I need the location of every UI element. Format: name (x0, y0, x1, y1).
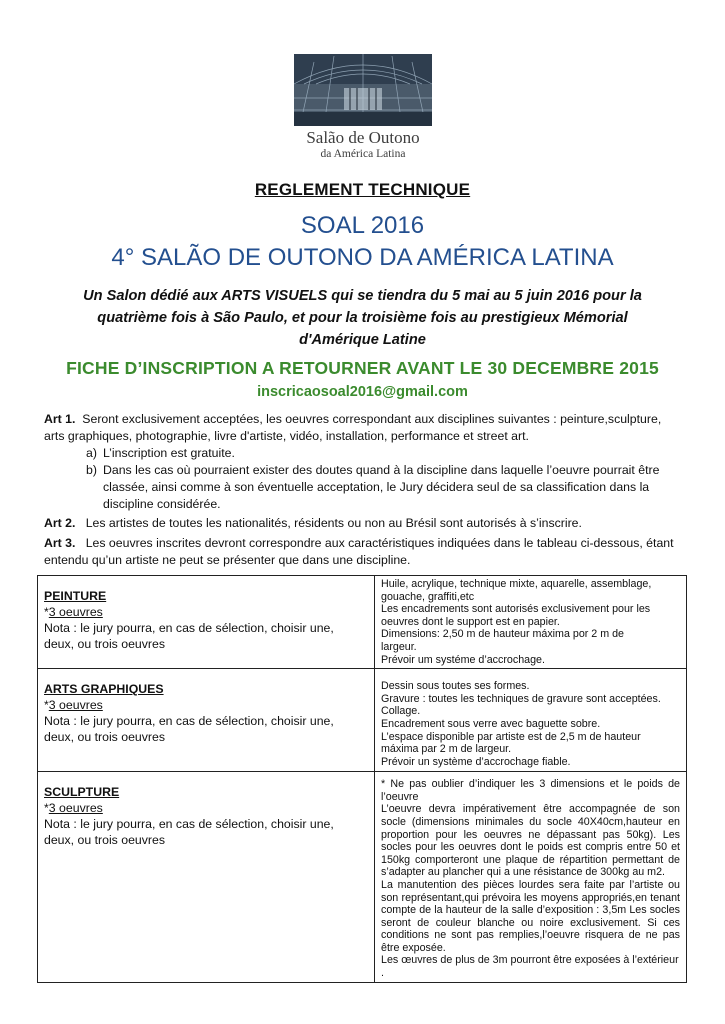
article-line (44, 535, 682, 552)
article-text: Seront exclusivement acceptées, les oeuvres correspondant aux disciplines suivantes : peinture,sculpture, (82, 412, 662, 426)
discipline-cell (38, 576, 375, 669)
count-prefix: * (44, 698, 49, 713)
rule-line: Dimensions: 2,50 m de hauteur máxima por 2 m de (381, 628, 624, 641)
list-text: classée, ainsi comme à son éventuelle acceptation, le Jury décidera seul de sa classification dans la (103, 480, 650, 494)
list-text: Dans les cas où pourraient exister des doutes quand à la discipline dans laquelle l’oeuvre pourrait être (103, 463, 660, 477)
discipline-note: Nota : le jury pourra, en cas de sélection, choisir une, (44, 714, 334, 729)
rule-line: * Ne pas oublier d’indiquer les 3 dimensions et le poids de l’oeuvre (381, 778, 680, 803)
article-text: Les oeuvres inscrites devront correspondre aux caractéristiques indiquées dans le tableau ci-dessous, étant (85, 536, 674, 550)
intro-line: Un Salon dédié aux ARTS VISUELS qui se tiendra du 5 mai au 5 juin 2016 pour la (83, 288, 642, 304)
table-row (38, 576, 687, 669)
article-3 (44, 535, 682, 569)
list-marker: b) (86, 463, 97, 477)
article-1 (44, 411, 682, 445)
discipline-count (44, 697, 368, 713)
rule-line: gouache, graffiti,etc (381, 590, 475, 603)
discipline-note: deux, ou trois oeuvres (44, 730, 165, 745)
count-text: 3 oeuvres (48, 698, 103, 713)
discipline-count (44, 604, 368, 620)
discipline-cell (38, 669, 375, 772)
contact-email[interactable]: inscricaosoal2016@gmail.com (257, 384, 468, 400)
rules-cell (375, 576, 687, 669)
article-line (44, 411, 682, 428)
glass-dome-hall-photo (294, 54, 432, 126)
discipline-name: PEINTURE (44, 589, 107, 603)
list-item-b (86, 462, 682, 513)
table-row (38, 772, 687, 983)
count-text: 3 oeuvres (48, 605, 103, 619)
logo-subtitle: da América Latina (320, 148, 406, 160)
table-row (38, 669, 687, 772)
intro-line: d'Amérique Latine (299, 332, 426, 348)
event-title: SOAL 2016 (300, 212, 425, 239)
page-title: REGLEMENT TECHNIQUE (254, 180, 471, 199)
rule-line: largeur. (381, 640, 417, 653)
rule-line: máxima par 2 m de largeur. (381, 743, 512, 756)
article-label: Art 2. (44, 516, 76, 530)
rule-line: Encadrement sous verre avec baguette sobre. (381, 717, 601, 730)
rules-cell (375, 669, 687, 772)
rule-line: Les encadrements sont autorisés exclusivement pour les (381, 603, 651, 616)
discipline-count (44, 800, 368, 816)
rule-line: Dessin sous toutes ses formes. (381, 680, 530, 693)
intro-line: quatrième fois à São Paulo, et pour la troisième fois au prestigieux Mémorial (97, 310, 628, 326)
discipline-cell (38, 772, 375, 983)
discipline-note: deux, ou trois oeuvres (44, 833, 165, 848)
rule-line: La manutention des pièces lourdes sera faite par l’artiste ou son représentant,qui prévoira les moyens appropriés,en tenant compte de la hauteur de la salle d’exposition : 3,5m Les socles seront de couleur blanche ou noire exclusivement. Si ces conditions ne sont pas remplies,l’oeuvre risquera de ne pas être exposée. (381, 878, 680, 954)
rule-line: oeuvres dont le support est en papier. (381, 615, 560, 628)
rule-line: L’oeuvre devra impérativement être accompagnée de son socle (dimensions minimales du socle 40X40cm,hauteur en proportion pour les oeuvres ne dépassant pas 50kg). Les socles pour les oeuvres dont le poids est compris entre 50 et 150kg comporteront une plaque de répartition permettant de s’adapter au plancher qui a une résistance de 300kg au m2. (381, 803, 680, 879)
article-line: arts graphiques, photographie, livre d'artiste, vidéo, installation, performance et street art. (44, 429, 529, 443)
event-fullname: 4° SALÃO DE OUTONO DA AMÉRICA LATINA (111, 244, 614, 271)
count-prefix: * (44, 605, 49, 619)
intro-text (60, 285, 665, 351)
disciplines-table (37, 575, 687, 983)
list-text: discipline considérée. (103, 497, 221, 511)
rule-line: Prévoir un système d’accrochage fiable. (381, 755, 571, 768)
list-item-a (86, 445, 682, 462)
count-text: 3 oeuvres (48, 801, 103, 816)
list-text: L’inscription est gratuite. (103, 446, 235, 460)
rule-line: Gravure : toutes les techniques de gravure sont acceptées. (381, 692, 661, 705)
count-prefix: * (44, 801, 49, 816)
rules-cell (375, 772, 687, 983)
rule-line: L’espace disponible par artiste est de 2,5 m de hauteur (381, 730, 641, 743)
discipline-note: deux, ou trois oeuvres (44, 637, 165, 651)
logo-name: Salão de Outono (306, 128, 420, 147)
discipline-note: Nota : le jury pourra, en cas de sélection, choisir une, (44, 817, 334, 832)
discipline-name: ARTS GRAPHIQUES (44, 682, 164, 697)
rule-line: Prévoir um systéme d’accrochage. (381, 653, 545, 666)
article-line: entendu qu’un artiste ne peut se présenter que dans une discipline. (44, 553, 411, 567)
discipline-note: Nota : le jury pourra, en cas de sélection, choisir une, (44, 621, 334, 635)
article-2 (44, 515, 682, 532)
article-label: Art 3. (44, 536, 76, 550)
list-marker: a) (86, 446, 97, 460)
rule-line: Collage. (381, 705, 421, 718)
article-text: Les artistes de toutes les nationalités, résidents ou non au Brésil sont autorisés à s’inscrire. (85, 516, 582, 530)
salon-logo (292, 54, 434, 164)
deadline-notice: FICHE D’INSCRIPTION A RETOURNER AVANT LE 30 DECEMBRE 2015 (66, 358, 659, 378)
rule-line: Huile, acrylique, technique mixte, aquarelle, assemblage, (381, 578, 652, 590)
rule-line: Les œuvres de plus de 3m pourront être exposées à l’extérieur . (381, 954, 679, 980)
article-label: Art 1. (44, 412, 76, 426)
discipline-name: SCULPTURE (44, 785, 120, 800)
